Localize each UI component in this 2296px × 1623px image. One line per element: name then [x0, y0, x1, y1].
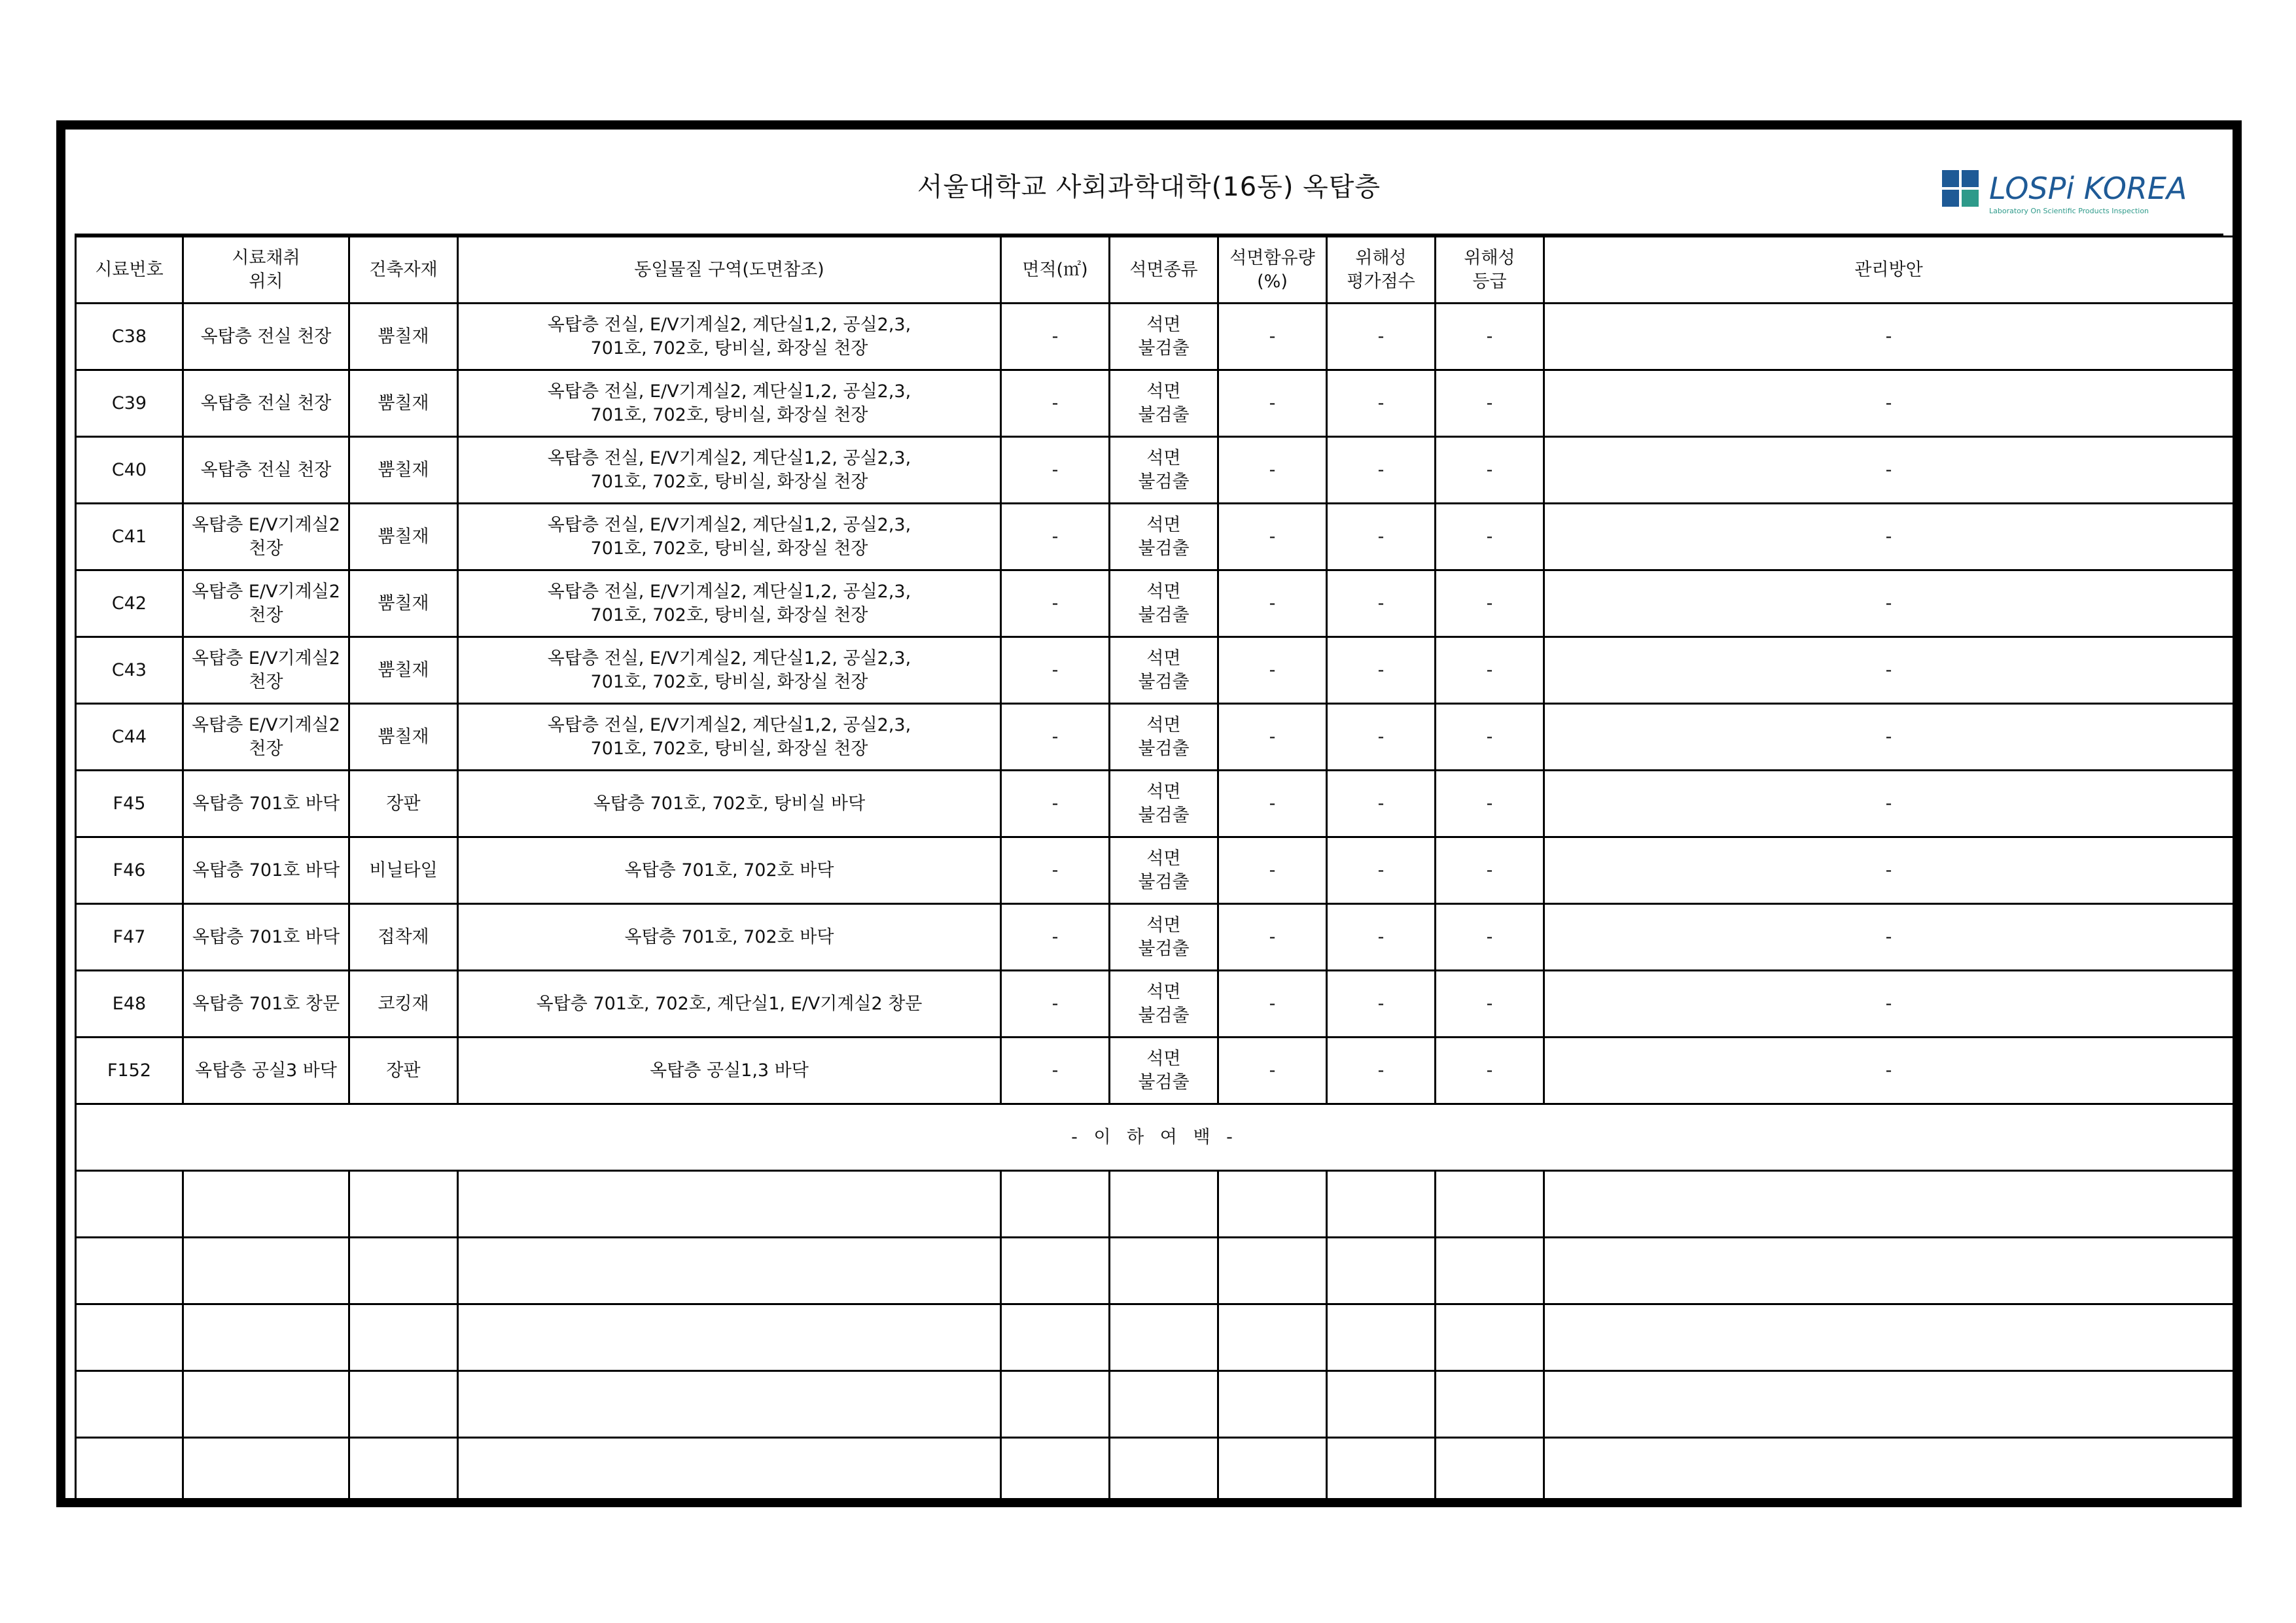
blank-cell [1110, 1371, 1218, 1438]
blank-cell [183, 1304, 349, 1371]
table-row [76, 904, 2234, 971]
cell-management-plan: - [1544, 304, 2234, 370]
header-asbestos-type: 석면종류 [1110, 237, 1218, 304]
cell-asbestos-content: - [1218, 771, 1327, 837]
blank-row [76, 1238, 2234, 1304]
blank-cell [183, 1171, 349, 1238]
cell-sample-no: F47 [76, 904, 183, 971]
blank-cell [1436, 1438, 1544, 1505]
blank-cell [1001, 1438, 1110, 1505]
cell-asbestos-type: 석면 불검출 [1110, 370, 1218, 437]
blank-cell [458, 1438, 1001, 1505]
blank-cell [349, 1304, 458, 1371]
blank-row [76, 1304, 2234, 1371]
cell-risk-score: - [1327, 570, 1436, 637]
cell-risk-grade: - [1436, 370, 1544, 437]
cell-material: 뿜칠재 [349, 437, 458, 504]
blank-cell [1436, 1171, 1544, 1238]
cell-asbestos-content: - [1218, 704, 1327, 771]
blank-cell [1218, 1238, 1327, 1304]
blank-cell [1218, 1438, 1327, 1505]
cell-asbestos-content: - [1218, 504, 1327, 570]
blank-cell [349, 1238, 458, 1304]
cell-risk-score: - [1327, 771, 1436, 837]
cell-area: - [1001, 1038, 1110, 1104]
cell-asbestos-type: 석면 불검출 [1110, 304, 1218, 370]
page-title: 서울대학교 사회과학대학(16동) 옥탑층 [917, 172, 1381, 202]
header-risk-grade: 위해성 등급 [1436, 237, 1544, 304]
table-row [76, 437, 2234, 504]
cell-asbestos-content: - [1218, 837, 1327, 904]
blank-cell [349, 1438, 458, 1505]
blank-cell [1001, 1238, 1110, 1304]
blank-cell [76, 1238, 183, 1304]
cell-asbestos-content: - [1218, 1038, 1327, 1104]
cell-management-plan: - [1544, 771, 2234, 837]
table-row [76, 771, 2234, 837]
cell-asbestos-content: - [1218, 570, 1327, 637]
cell-management-plan: - [1544, 1038, 2234, 1104]
cell-management-plan: - [1544, 437, 2234, 504]
cell-material: 코킹재 [349, 971, 458, 1038]
cell-sample-location: 옥탑층 전실 천장 [183, 304, 349, 370]
cell-sample-location: 옥탑층 701호 바닥 [183, 837, 349, 904]
cell-risk-score: - [1327, 904, 1436, 971]
cell-sample-location: 옥탑층 701호 바닥 [183, 771, 349, 837]
cell-risk-grade: - [1436, 704, 1544, 771]
blank-cell [1327, 1304, 1436, 1371]
blank-row [76, 1371, 2234, 1438]
cell-sample-no: C39 [76, 370, 183, 437]
blank-cell [76, 1438, 183, 1505]
cell-zone: 옥탑층 전실, E/V기계실2, 계단실1,2, 공실2,3, 701호, 702호, 탕비실, 화장실 천장 [458, 504, 1001, 570]
blank-cell [183, 1438, 349, 1505]
cell-risk-score: - [1327, 1038, 1436, 1104]
table-row [76, 370, 2234, 437]
cell-material: 뿜칠재 [349, 304, 458, 370]
table-row [76, 971, 2234, 1038]
cell-zone: 옥탑층 전실, E/V기계실2, 계단실1,2, 공실2,3, 701호, 702호, 탕비실, 화장실 천장 [458, 304, 1001, 370]
lospi-korea-logo [1942, 165, 2204, 217]
cell-management-plan: - [1544, 504, 2234, 570]
blank-cell [76, 1371, 183, 1438]
cell-material: 접착제 [349, 904, 458, 971]
cell-asbestos-content: - [1218, 370, 1327, 437]
blank-cell [458, 1238, 1001, 1304]
header-sample-location: 시료채취 위치 [183, 237, 349, 304]
table-row [76, 1038, 2234, 1104]
cell-area: - [1001, 504, 1110, 570]
cell-asbestos-type: 석면 불검출 [1110, 570, 1218, 637]
cell-area: - [1001, 370, 1110, 437]
cell-zone: 옥탑층 701호, 702호, 탕비실 바닥 [458, 771, 1001, 837]
blank-cell [1001, 1304, 1110, 1371]
cell-sample-location: 옥탑층 전실 천장 [183, 370, 349, 437]
header-material: 건축자재 [349, 237, 458, 304]
blank-cell [1110, 1304, 1218, 1371]
header-same-material-zone: 동일물질 구역(도면참조) [458, 237, 1001, 304]
cell-sample-location: 옥탑층 701호 창문 [183, 971, 349, 1038]
cell-management-plan: - [1544, 370, 2234, 437]
blank-cell [1544, 1304, 2234, 1371]
blank-cell [1110, 1238, 1218, 1304]
cell-zone: 옥탑층 701호, 702호 바닥 [458, 837, 1001, 904]
logo-subtitle: Laboratory On Scientific Products Inspection [1989, 207, 2149, 215]
document-body [75, 139, 2223, 1498]
cell-material: 뿜칠재 [349, 637, 458, 704]
blank-cell [183, 1238, 349, 1304]
cell-area: - [1001, 637, 1110, 704]
blank-cell [1001, 1171, 1110, 1238]
cell-area: - [1001, 304, 1110, 370]
cell-area: - [1001, 971, 1110, 1038]
cell-sample-location: 옥탑층 701호 바닥 [183, 904, 349, 971]
blank-cell [1327, 1171, 1436, 1238]
cell-risk-score: - [1327, 704, 1436, 771]
cell-sample-no: C41 [76, 504, 183, 570]
cell-zone: 옥탑층 701호, 702호, 계단실1, E/V기계실2 창문 [458, 971, 1001, 1038]
cell-risk-grade: - [1436, 437, 1544, 504]
document-frame [56, 120, 2242, 1507]
cell-sample-location: 옥탑층 E/V기계실2 천장 [183, 504, 349, 570]
cell-material: 뿜칠재 [349, 370, 458, 437]
cell-area: - [1001, 437, 1110, 504]
blank-cell [76, 1171, 183, 1238]
cell-zone: 옥탑층 전실, E/V기계실2, 계단실1,2, 공실2,3, 701호, 702호, 탕비실, 화장실 천장 [458, 704, 1001, 771]
blank-cell [1218, 1304, 1327, 1371]
blank-cell [1436, 1371, 1544, 1438]
header-sample-no: 시료번호 [76, 237, 183, 304]
table-row [76, 304, 2234, 370]
cell-risk-score: - [1327, 304, 1436, 370]
cell-material: 뿜칠재 [349, 504, 458, 570]
blank-cell [1218, 1171, 1327, 1238]
cell-asbestos-content: - [1218, 904, 1327, 971]
cell-asbestos-content: - [1218, 437, 1327, 504]
blank-cell [1436, 1304, 1544, 1371]
blank-cell [1327, 1438, 1436, 1505]
cell-sample-location: 옥탑층 E/V기계실2 천장 [183, 704, 349, 771]
table-row [76, 504, 2234, 570]
cell-asbestos-type: 석면 불검출 [1110, 904, 1218, 971]
blank-row [76, 1438, 2234, 1505]
cell-material: 장판 [349, 771, 458, 837]
cell-material: 장판 [349, 1038, 458, 1104]
header-asbestos-content: 석면함유량 (%) [1218, 237, 1327, 304]
cell-sample-no: C44 [76, 704, 183, 771]
blank-cell [458, 1304, 1001, 1371]
cell-area: - [1001, 570, 1110, 637]
cell-risk-grade: - [1436, 971, 1544, 1038]
sample-table [75, 236, 2234, 1505]
logo-text: LOSPi KOREA [1989, 171, 2187, 206]
cell-asbestos-content: - [1218, 971, 1327, 1038]
header-area: 면적(㎡) [1001, 237, 1110, 304]
cell-asbestos-type: 석면 불검출 [1110, 637, 1218, 704]
cell-management-plan: - [1544, 971, 2234, 1038]
cell-risk-grade: - [1436, 1038, 1544, 1104]
cell-asbestos-type: 석면 불검출 [1110, 971, 1218, 1038]
blank-cell [1544, 1438, 2234, 1505]
blank-cell [1327, 1371, 1436, 1438]
cell-zone: 옥탑층 701호, 702호 바닥 [458, 904, 1001, 971]
cell-management-plan: - [1544, 637, 2234, 704]
cell-risk-grade: - [1436, 904, 1544, 971]
cell-asbestos-type: 석면 불검출 [1110, 1038, 1218, 1104]
blank-cell [1544, 1171, 2234, 1238]
cell-risk-score: - [1327, 504, 1436, 570]
cell-sample-location: 옥탑층 E/V기계실2 천장 [183, 637, 349, 704]
cell-risk-score: - [1327, 971, 1436, 1038]
cell-management-plan: - [1544, 704, 2234, 771]
blank-cell [458, 1371, 1001, 1438]
cell-sample-location: 옥탑층 E/V기계실2 천장 [183, 570, 349, 637]
blank-row [76, 1171, 2234, 1238]
cell-risk-score: - [1327, 637, 1436, 704]
cell-management-plan: - [1544, 904, 2234, 971]
cell-area: - [1001, 704, 1110, 771]
cell-area: - [1001, 837, 1110, 904]
blank-cell [1544, 1371, 2234, 1438]
cell-risk-grade: - [1436, 837, 1544, 904]
cell-risk-score: - [1327, 370, 1436, 437]
blank-cell [1327, 1238, 1436, 1304]
cell-sample-no: C40 [76, 437, 183, 504]
table-row [76, 570, 2234, 637]
blank-cell [458, 1171, 1001, 1238]
blank-cell [349, 1371, 458, 1438]
cell-asbestos-type: 석면 불검출 [1110, 771, 1218, 837]
table-row [76, 704, 2234, 771]
blank-cell [1001, 1371, 1110, 1438]
cell-sample-no: C42 [76, 570, 183, 637]
header-management-plan: 관리방안 [1544, 237, 2234, 304]
cell-sample-location: 옥탑층 전실 천장 [183, 437, 349, 504]
blank-cell [349, 1171, 458, 1238]
table-header-row [76, 237, 2234, 304]
cell-material: 뿜칠재 [349, 570, 458, 637]
blank-cell [1110, 1438, 1218, 1505]
cell-asbestos-content: - [1218, 304, 1327, 370]
cell-sample-no: C43 [76, 637, 183, 704]
table-row [76, 637, 2234, 704]
blank-cell [183, 1371, 349, 1438]
header-risk-score: 위해성 평가점수 [1327, 237, 1436, 304]
end-note-row [76, 1104, 2234, 1171]
blank-cell [1544, 1238, 2234, 1304]
cell-sample-no: C38 [76, 304, 183, 370]
cell-risk-grade: - [1436, 771, 1544, 837]
cell-risk-score: - [1327, 837, 1436, 904]
cell-sample-no: E48 [76, 971, 183, 1038]
cell-asbestos-type: 석면 불검출 [1110, 504, 1218, 570]
cell-asbestos-type: 석면 불검출 [1110, 837, 1218, 904]
blank-cell [1436, 1238, 1544, 1304]
cell-material: 뿜칠재 [349, 704, 458, 771]
blank-cell [76, 1304, 183, 1371]
blank-cell [1110, 1171, 1218, 1238]
cell-zone: 옥탑층 전실, E/V기계실2, 계단실1,2, 공실2,3, 701호, 702호, 탕비실, 화장실 천장 [458, 370, 1001, 437]
cell-zone: 옥탑층 전실, E/V기계실2, 계단실1,2, 공실2,3, 701호, 702호, 탕비실, 화장실 천장 [458, 570, 1001, 637]
cell-management-plan: - [1544, 837, 2234, 904]
cell-zone: 옥탑층 전실, E/V기계실2, 계단실1,2, 공실2,3, 701호, 702호, 탕비실, 화장실 천장 [458, 437, 1001, 504]
cell-zone: 옥탑층 공실1,3 바닥 [458, 1038, 1001, 1104]
cell-area: - [1001, 904, 1110, 971]
cell-risk-grade: - [1436, 304, 1544, 370]
cell-sample-location: 옥탑층 공실3 바닥 [183, 1038, 349, 1104]
blank-cell [1218, 1371, 1327, 1438]
cell-risk-grade: - [1436, 504, 1544, 570]
cell-asbestos-type: 석면 불검출 [1110, 704, 1218, 771]
cell-risk-score: - [1327, 437, 1436, 504]
title-row [75, 139, 2223, 236]
end-note: - 이 하 여 백 - [76, 1104, 2234, 1171]
cell-area: - [1001, 771, 1110, 837]
cell-sample-no: F152 [76, 1038, 183, 1104]
cell-risk-grade: - [1436, 637, 1544, 704]
cell-material: 비닐타일 [349, 837, 458, 904]
cell-sample-no: F45 [76, 771, 183, 837]
table-row [76, 837, 2234, 904]
cell-management-plan: - [1544, 570, 2234, 637]
cell-risk-grade: - [1436, 570, 1544, 637]
cell-asbestos-type: 석면 불검출 [1110, 437, 1218, 504]
cell-zone: 옥탑층 전실, E/V기계실2, 계단실1,2, 공실2,3, 701호, 702호, 탕비실, 화장실 천장 [458, 637, 1001, 704]
cell-sample-no: F46 [76, 837, 183, 904]
cell-asbestos-content: - [1218, 637, 1327, 704]
